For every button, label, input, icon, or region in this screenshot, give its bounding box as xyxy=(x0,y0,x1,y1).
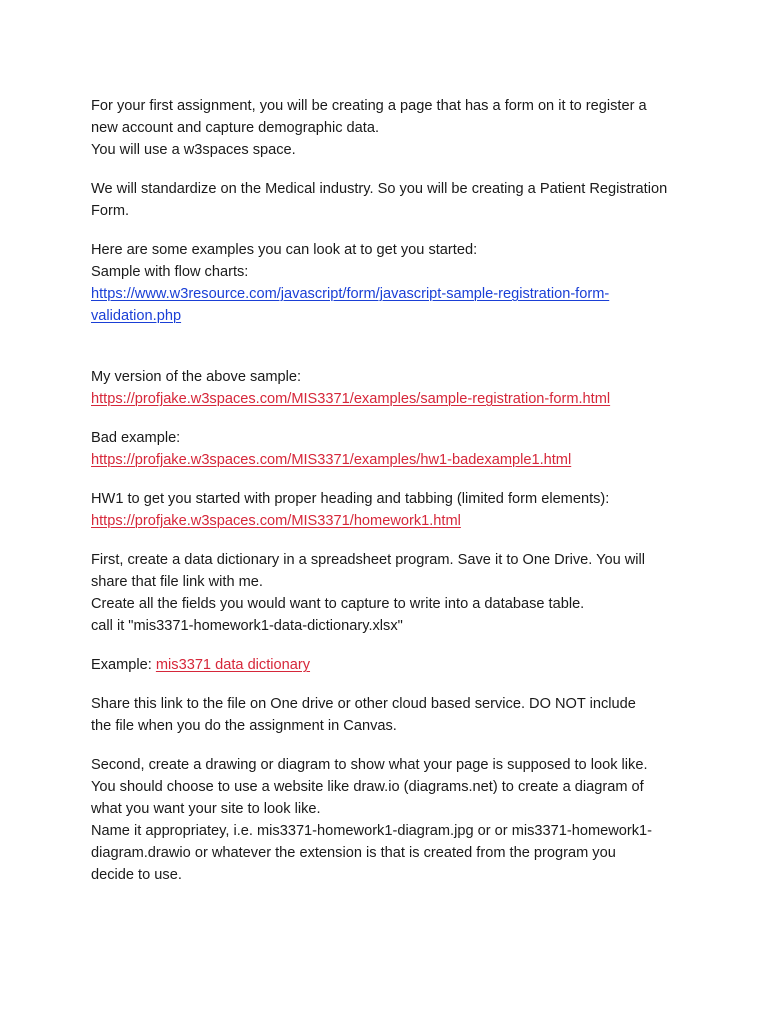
paragraph-diagram xyxy=(91,754,691,886)
document-body xyxy=(91,95,691,903)
text-line: new account and capture demographic data. xyxy=(91,120,380,136)
text-line: Form. xyxy=(91,203,130,219)
paragraph-examples xyxy=(91,239,691,327)
text-line: You should choose to use a website like draw.io (diagrams.net) to create a diagram of xyxy=(91,779,644,795)
bad-example-link[interactable]: https://profjake.w3spaces.com/MIS3371/examples/hw1-badexample1.html xyxy=(91,452,572,468)
w3resource-link-continued[interactable]: validation.php xyxy=(91,308,182,324)
paragraph-share-link xyxy=(91,693,691,737)
paragraph-bad-example xyxy=(91,427,691,471)
text-line: call it "mis3371-homework1-data-dictionary.xlsx" xyxy=(91,618,403,634)
sample-registration-form-link[interactable]: https://profjake.w3spaces.com/MIS3371/examples/sample-registration-form.html xyxy=(91,391,611,407)
paragraph-assignment-intro xyxy=(91,95,691,161)
text-line: Create all the fields you would want to capture to write into a database table. xyxy=(91,596,585,612)
text-line: Bad example: xyxy=(91,430,181,446)
data-dictionary-link[interactable]: mis3371 data dictionary xyxy=(155,657,311,673)
example-label: Example: xyxy=(91,657,156,673)
paragraph-hw1 xyxy=(91,488,691,532)
text-line: share that file link with me. xyxy=(91,574,263,590)
text-line: what you want your site to look like. xyxy=(91,801,321,817)
w3resource-link[interactable]: https://www.w3resource.com/javascript/form/javascript-sample-registration-form- xyxy=(91,286,610,302)
paragraph-my-version xyxy=(91,366,691,410)
text-line: the file when you do the assignment in Canvas. xyxy=(91,718,397,734)
paragraph-data-dictionary xyxy=(91,549,691,637)
text-line: For your first assignment, you will be creating a page that has a form on it to register a xyxy=(91,98,647,114)
text-line: Sample with flow charts: xyxy=(91,264,249,280)
text-line: You will use a w3spaces space. xyxy=(91,142,296,158)
paragraph-example-link xyxy=(91,654,691,676)
text-line: My version of the above sample: xyxy=(91,369,302,385)
text-line: We will standardize on the Medical industry. So you will be creating a Patient Registration xyxy=(91,181,668,197)
paragraph-medical-industry xyxy=(91,178,691,222)
homework1-link[interactable]: https://profjake.w3spaces.com/MIS3371/homework1.html xyxy=(91,513,461,529)
text-line: Second, create a drawing or diagram to show what your page is supposed to look like. xyxy=(91,757,648,773)
text-line xyxy=(91,654,691,676)
text-line: Name it appropriatey, i.e. mis3371-homework1-diagram.jpg or or mis3371-homework1- xyxy=(91,823,653,839)
text-line: Here are some examples you can look at to get you started: xyxy=(91,242,478,258)
text-line: decide to use. xyxy=(91,867,182,883)
text-line: diagram.drawio or whatever the extension is that is created from the program you xyxy=(91,845,616,861)
text-line: Share this link to the file on One drive or other cloud based service. DO NOT include xyxy=(91,696,636,712)
text-line: HW1 to get you started with proper heading and tabbing (limited form elements): xyxy=(91,491,610,507)
text-line: First, create a data dictionary in a spreadsheet program. Save it to One Drive. You will xyxy=(91,552,646,568)
